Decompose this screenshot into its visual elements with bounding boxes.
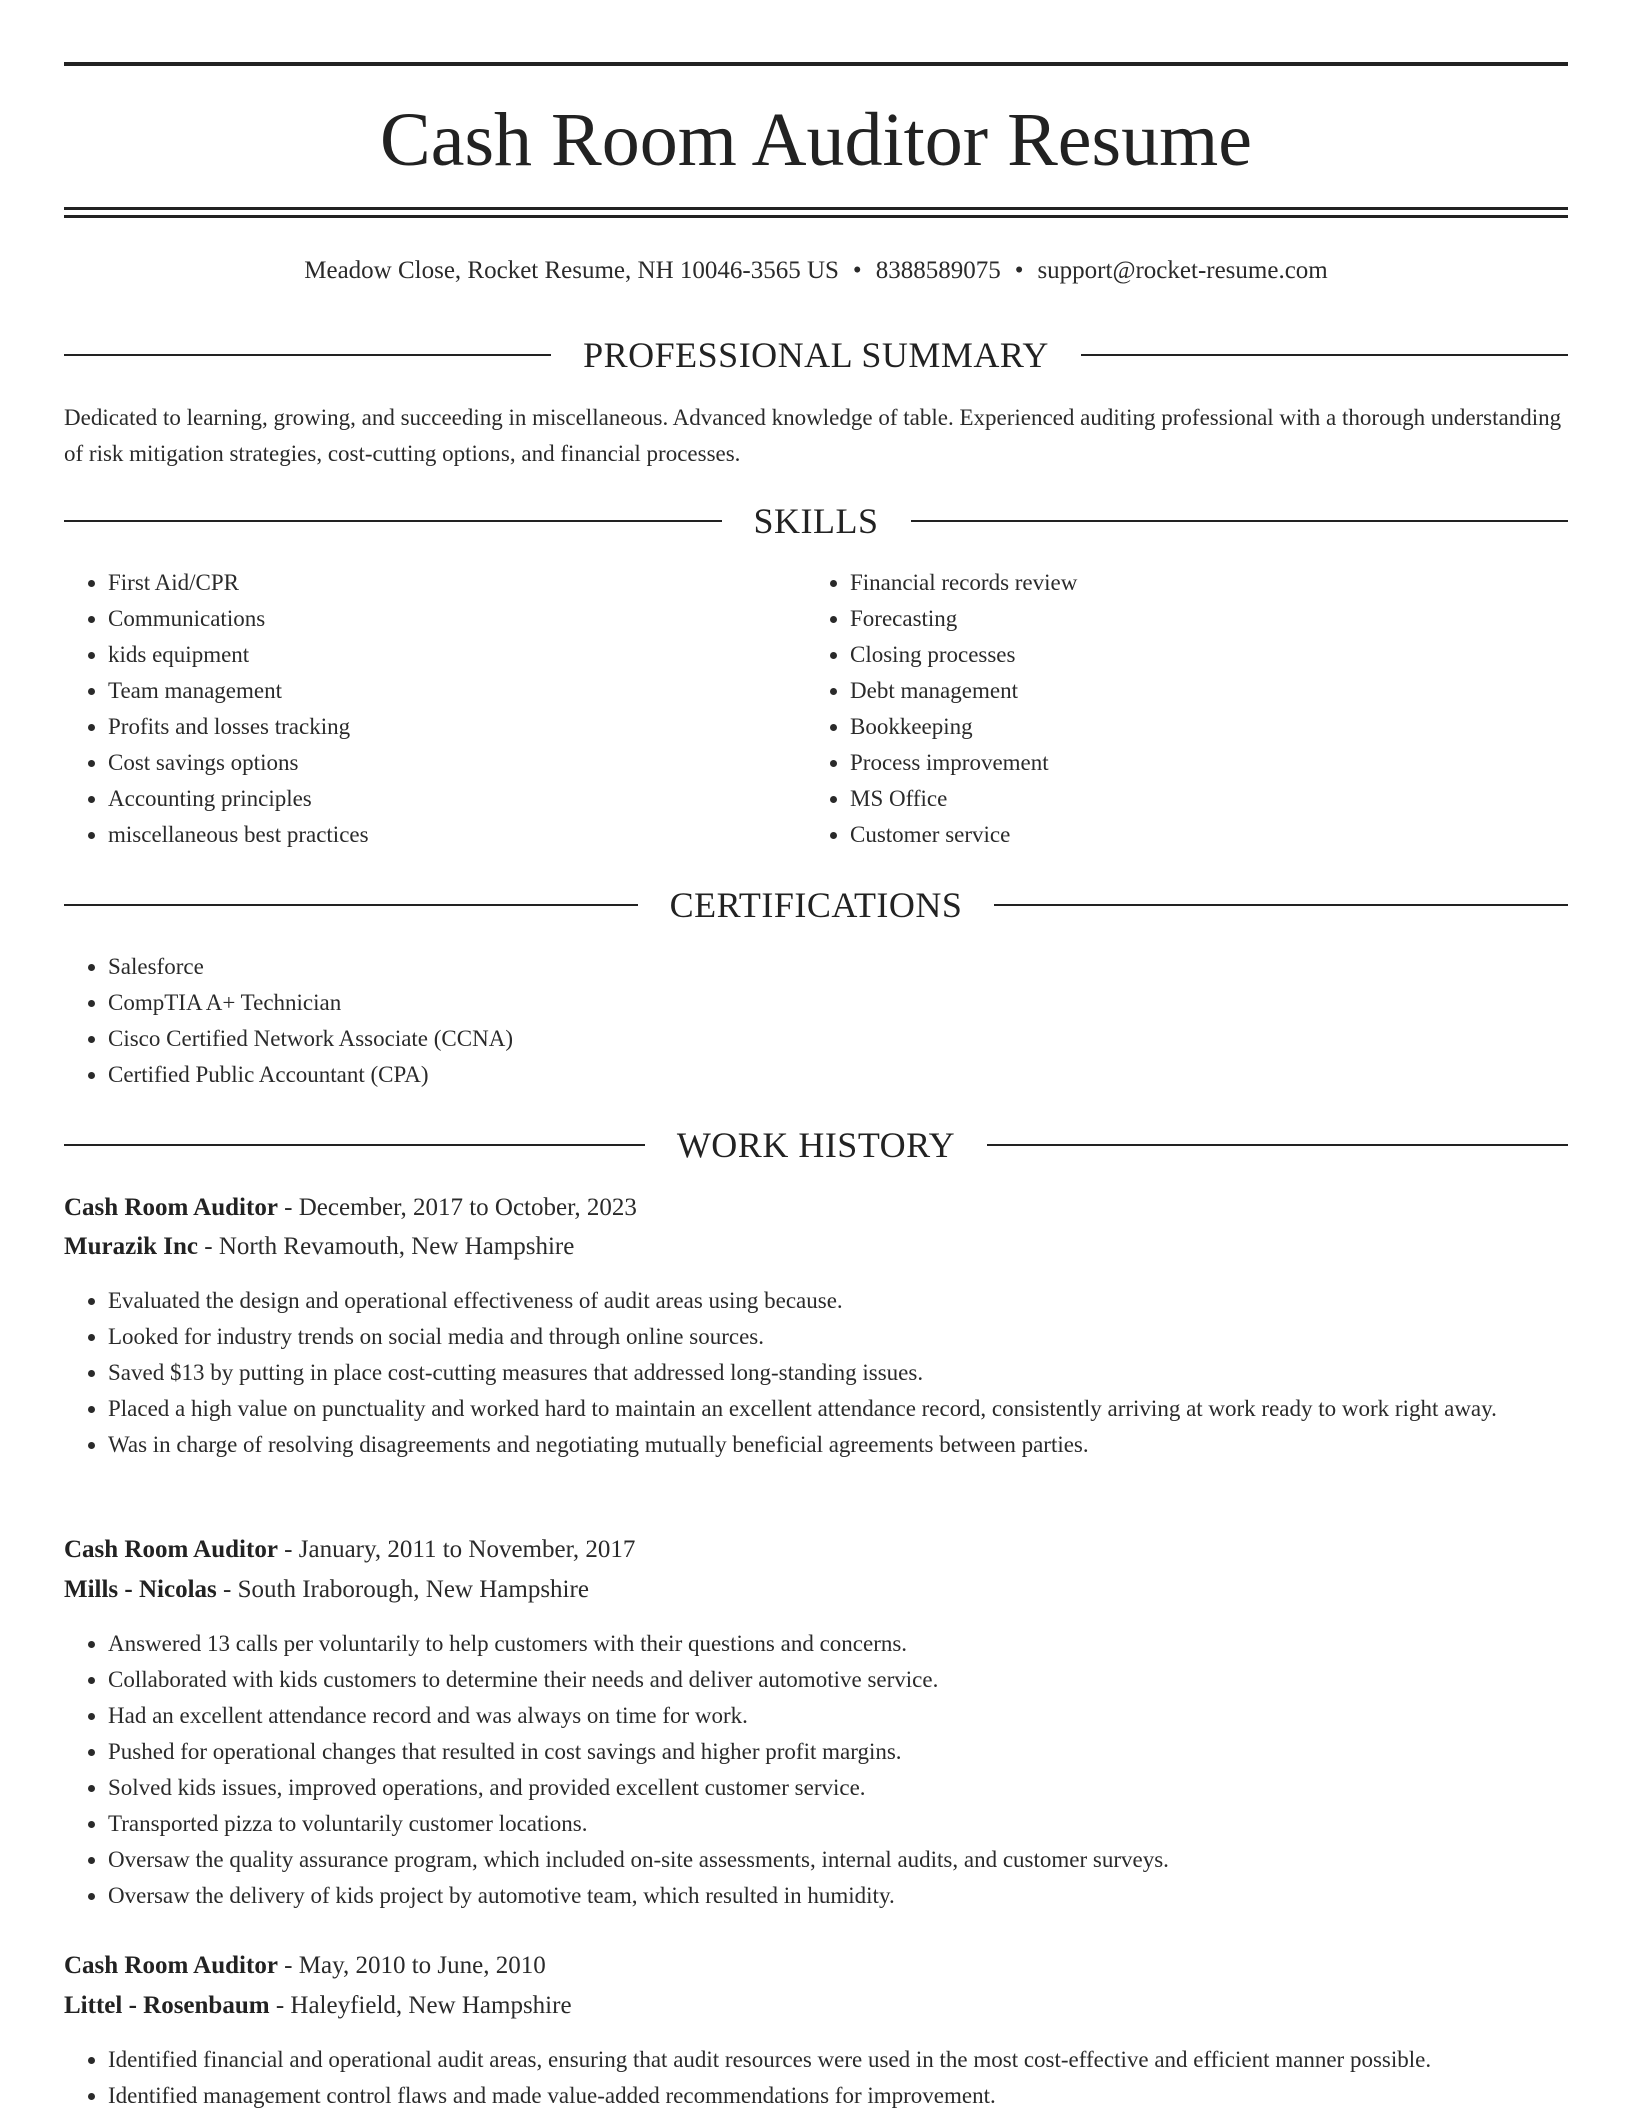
skills-list-right [806, 565, 1546, 853]
work-history-heading [64, 1123, 1568, 1167]
heading-rule [64, 354, 551, 356]
certification-item: • Cisco Certified Network Associate (CCNA) [108, 1021, 1568, 1057]
contact-address: Meadow Close, Rocket Resume, NH 10046-3565 US [304, 257, 839, 284]
duty-item: • Solved kids issues, improved operations, and provided excellent customer service. [108, 1770, 1568, 1806]
heading-rule [987, 1144, 1568, 1146]
job-company-line [64, 1988, 1568, 2024]
skill-item: • First Aid/CPR [108, 565, 804, 601]
top-rule [64, 62, 1568, 66]
contact-separator: • [852, 257, 862, 284]
work-history-heading-label: WORK HISTORY [676, 1125, 956, 1165]
certification-item: • Salesforce [108, 949, 1568, 985]
certifications-heading [64, 883, 1568, 927]
certifications-block [64, 949, 1568, 1093]
title-rule-upper [64, 207, 1568, 210]
job-company-line [64, 1229, 1568, 1265]
duty-item: • Identified management control flaws and made value-added recommendations for improvement. [108, 2078, 1568, 2114]
duty-item: • Had an excellent attendance record and was always on time for work. [108, 1698, 1568, 1734]
skill-item: • miscellaneous best practices [108, 817, 804, 853]
certification-item: • Certified Public Accountant (CPA) [108, 1057, 1568, 1093]
duty-item: • Oversaw the quality assurance program, which included on-site assessments, internal audits, and customer surveys. [108, 1842, 1568, 1878]
skills-heading [64, 499, 1568, 543]
job-company-line [64, 1572, 1568, 1608]
skill-item: • Financial records review [850, 565, 1546, 601]
job-title: Cash Room Auditor [64, 1952, 278, 1979]
skill-item: • Profits and losses tracking [108, 709, 804, 745]
skill-item: • Customer service [850, 817, 1546, 853]
heading-rule [911, 520, 1569, 522]
duty-item: • Identified financial and operational audit areas, ensuring that audit resources were used in the most cost-effective and efficient manner possible. [108, 2042, 1568, 2078]
job-duties-list [64, 2042, 1568, 2114]
skill-item: • Debt management [850, 673, 1546, 709]
certification-item: • CompTIA A+ Technician [108, 985, 1568, 1021]
duty-item: • Was in charge of resolving disagreements and negotiating mutually beneficial agreements between parties. [108, 1427, 1568, 1463]
contact-phone: 8388589075 [875, 257, 1001, 284]
duty-item: • Oversaw the delivery of kids project by automotive team, which resulted in humidity. [108, 1878, 1568, 1914]
job-duties [64, 2042, 1568, 2114]
contact-separator: • [1014, 257, 1024, 284]
certifications-heading-label: CERTIFICATIONS [669, 885, 963, 925]
skill-item: • Cost savings options [108, 745, 804, 781]
contact-email: support@rocket-resume.com [1037, 257, 1328, 284]
contact-line [64, 254, 1568, 288]
job-title-line [64, 1190, 1568, 1226]
duty-item: • Looked for industry trends on social media and through online sources. [108, 1319, 1568, 1355]
duty-item: • Evaluated the design and operational effectiveness of audit areas using because. [108, 1283, 1568, 1319]
heading-rule [1081, 354, 1568, 356]
job-location: - South Iraborough, New Hampshire [216, 1576, 589, 1603]
skill-item: • Communications [108, 601, 804, 637]
job-location: - Haleyfield, New Hampshire [269, 1992, 572, 2019]
heading-rule [64, 520, 722, 522]
job-company: Mills - Nicolas [64, 1576, 217, 1603]
skill-item: • Accounting principles [108, 781, 804, 817]
summary-text: Dedicated to learning, growing, and succeeding in miscellaneous. Advanced knowledge of table. Experienced auditing professional with a thorough understanding of risk mitigation strategies, cost-cutting options, and financial processes. [64, 405, 1562, 466]
job-title-line [64, 1948, 1568, 1984]
duty-item: • Saved $13 by putting in place cost-cutting measures that addressed long-standing issues. [108, 1355, 1568, 1391]
summary-heading-label: PROFESSIONAL SUMMARY [583, 335, 1049, 375]
skill-item: • Bookkeeping [850, 709, 1546, 745]
skill-item: • Team management [108, 673, 804, 709]
job-duties [64, 1283, 1568, 1463]
skill-item: • kids equipment [108, 637, 804, 673]
duty-item: • Transported pizza to voluntarily customer locations. [108, 1806, 1568, 1842]
duty-item: • Placed a high value on punctuality and worked hard to maintain an excellent attendance record, consistently arriving at work ready to work right away. [108, 1391, 1568, 1427]
skill-item: • Process improvement [850, 745, 1546, 781]
certifications-list [64, 949, 1568, 1093]
job-company: Murazik Inc [64, 1233, 199, 1260]
job-dates: - January, 2011 to November, 2017 [277, 1536, 636, 1563]
job-title: Cash Room Auditor [64, 1536, 278, 1563]
title-rule-lower [64, 215, 1568, 218]
skills-list-left [64, 565, 804, 853]
job-duties-list [64, 1626, 1568, 1914]
heading-rule [64, 1144, 645, 1146]
skills-heading-label: SKILLS [753, 501, 879, 541]
skill-item: • Closing processes [850, 637, 1546, 673]
job-title: Cash Room Auditor [64, 1194, 278, 1221]
skills-column-left [64, 565, 804, 853]
duty-item: • Collaborated with kids customers to determine their needs and deliver automotive service. [108, 1662, 1568, 1698]
job-company: Littel - Rosenbaum [64, 1992, 270, 2019]
job-dates: - December, 2017 to October, 2023 [277, 1194, 637, 1221]
duty-item: • Answered 13 calls per voluntarily to help customers with their questions and concerns. [108, 1626, 1568, 1662]
duty-item: • Pushed for operational changes that resulted in cost savings and higher profit margins. [108, 1734, 1568, 1770]
heading-rule [64, 904, 638, 906]
job-duties-list [64, 1283, 1568, 1463]
skills-column-right [806, 565, 1546, 853]
skill-item: • Forecasting [850, 601, 1546, 637]
heading-rule [994, 904, 1568, 906]
job-location: - North Revamouth, New Hampshire [198, 1233, 575, 1260]
summary-heading [64, 333, 1568, 377]
resume-title: Cash Room Auditor Resume [380, 98, 1252, 182]
job-title-line [64, 1532, 1568, 1568]
job-duties [64, 1626, 1568, 1914]
job-dates: - May, 2010 to June, 2010 [277, 1952, 546, 1979]
skill-item: • MS Office [850, 781, 1546, 817]
